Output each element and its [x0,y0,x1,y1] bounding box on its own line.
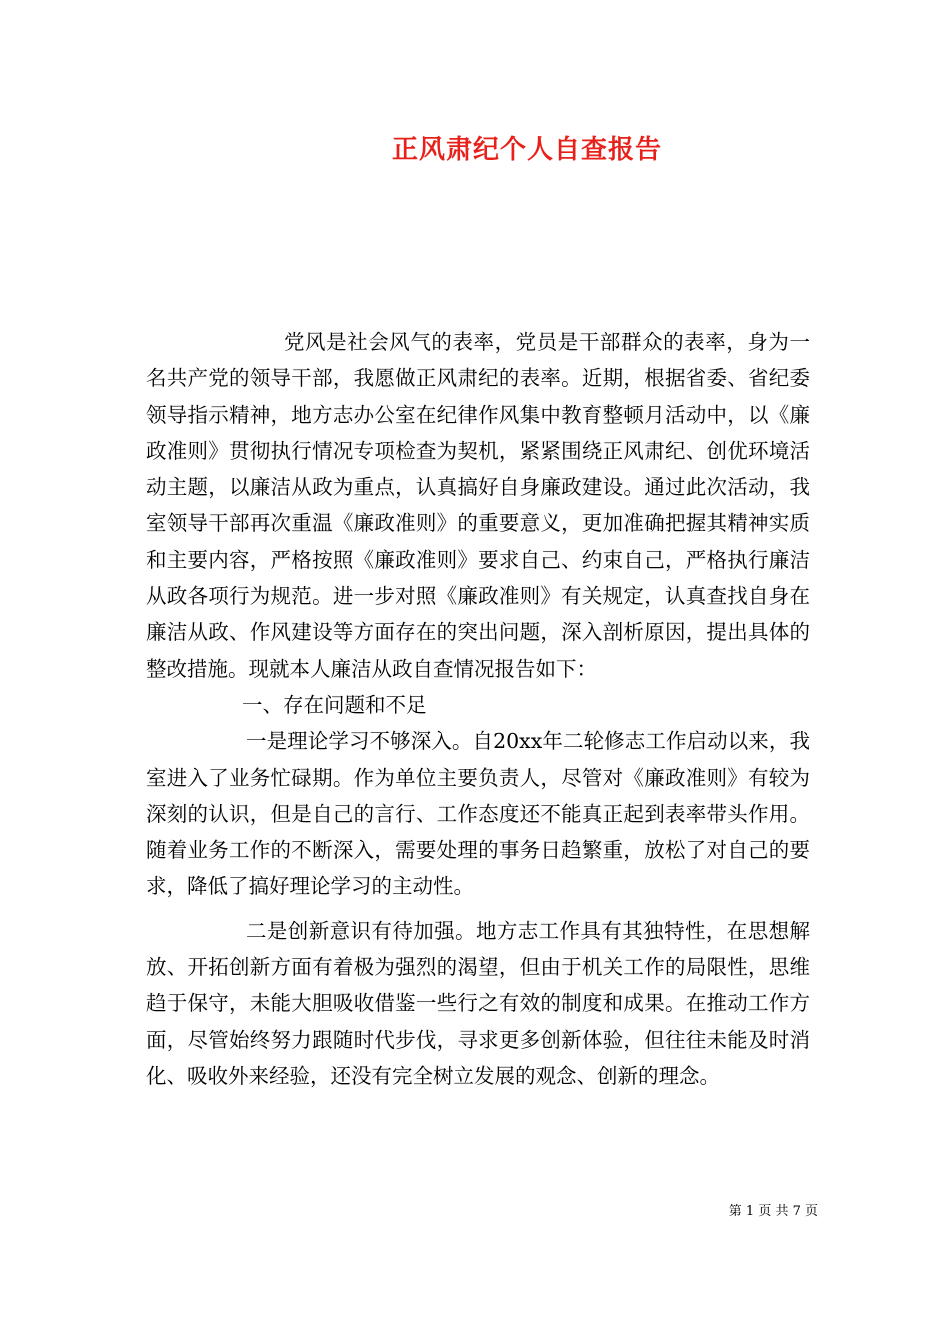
point-one-paragraph: 一是理论学习不够深入。自20xx年二轮修志工作启动以来，我室进入了业务忙碌期。作为单位主要负责人，尽管对《廉政准则》有较为深刻的认识，但是自己的言行、工作态度还不能真正起到表率带头作用。随着业务工作的不断深入，需要处理的事务日趋繁重，放松了对自己的要求，降低了搞好理论学习的主动性。 [146,729,810,899]
page-footer: 第 1 页 共 7 页 [728,1204,818,1219]
document-title: 正风肃纪个人自查报告 [391,135,662,165]
document-body [146,324,810,1094]
section-heading: 一、存在问题和不足 [242,692,427,717]
point-two-paragraph: 二是创新意识有待加强。地方志工作具有其独特性，在思想解放、开拓创新方面有着极为强烈的渴望，但由于机关工作的局限性，思维趋于保守，未能大胆吸收借鉴一些行之有效的制度和成果。在推动工作方面，尽管始终努力跟随时代步伐，寻求更多创新体验，但往往未能及时消化、吸收外来经验，还没有完全树立发展的观念、创新的理念。 [146,918,810,1088]
intro-paragraph: 党风是社会风气的表率，党员是干部群众的表率，身为一名共产党的领导干部，我愿做正风肃纪的表率。近期，根据省委、省纪委领导指示精神，地方志办公室在纪律作风集中教育整顿月活动中，以《廉政准则》贯彻执行情况专项检查为契机，紧紧围绕正风肃纪、创优环境活动主题，以廉洁从政为重点，认真搞好自身廉政建设。通过此次活动，我室领导干部再次重温《廉政准则》的重要意义，更加准确把握其精神实质和主要内容，严格按照《廉政准则》要求自己、约束自己，严格执行廉洁从政各项行为规范。进一步对照《廉政准则》有关规定，认真查找自身在廉洁从政、作风建设等方面存在的突出问题，深入剖析原因，提出具体的整改措施。现就本人廉洁从政自查情况报告如下： [146,330,810,681]
